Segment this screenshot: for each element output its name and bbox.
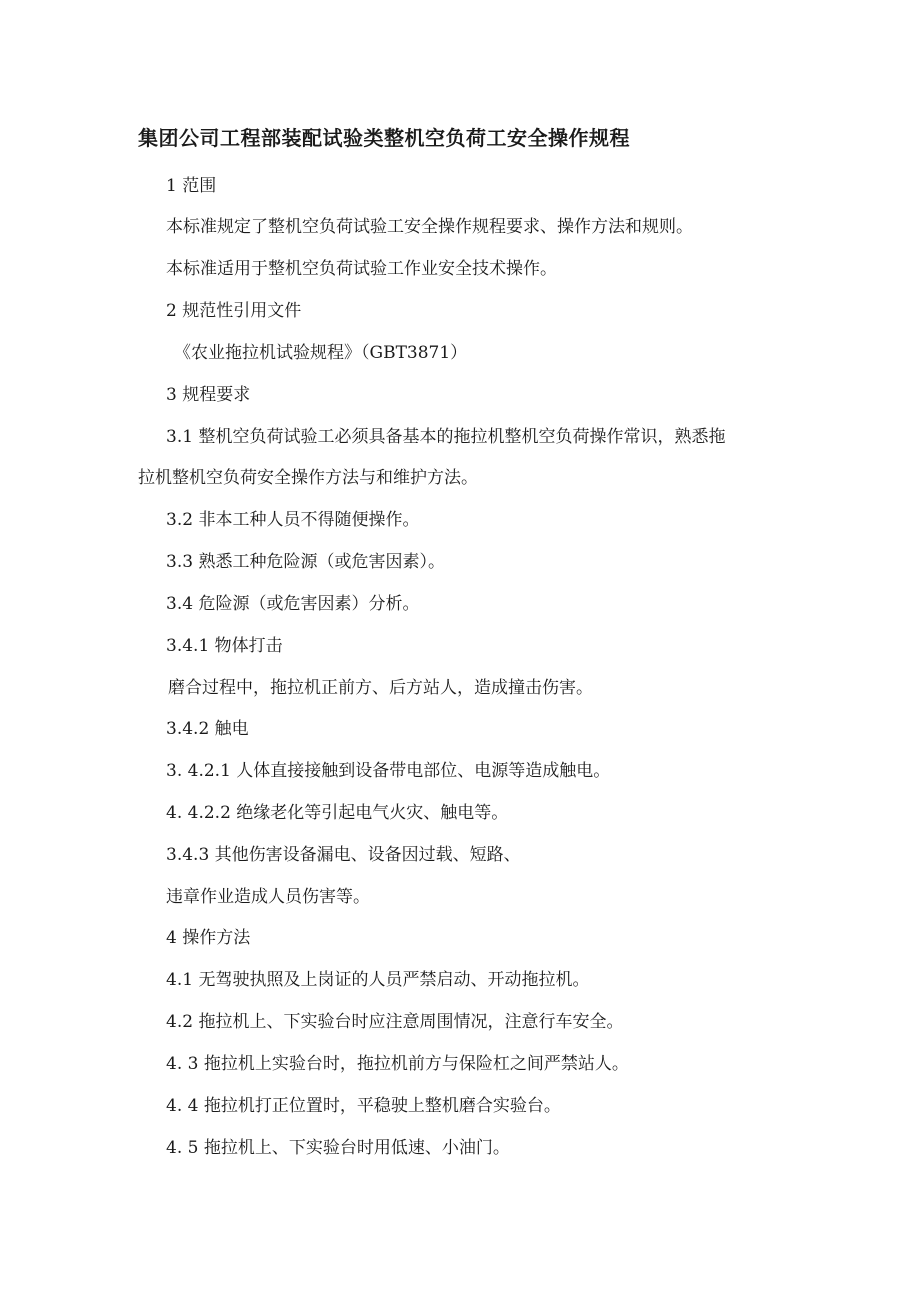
paragraph: 4. 3 拖拉机上实验台时，拖拉机前方与保险杠之间严禁站人。 [166,1054,629,1074]
paragraph-continuation: 拉机整机空负荷安全操作方法与和维护方法。 [138,468,478,488]
paragraph: 本标准规定了整机空负荷试验工安全操作规程要求、操作方法和规则。 [166,217,693,237]
section-heading-scope: 1 范围 [166,176,217,196]
paragraph: 4.2 拖拉机上、下实验台时应注意周围情况，注意行车安全。 [166,1012,624,1032]
paragraph: 3.3 熟悉工种危险源（或危害因素）。 [166,552,445,572]
paragraph: 3.2 非本工种人员不得随便操作。 [166,510,420,530]
paragraph: 4. 4.2.2 绝缘老化等引起电气火灾、触电等。 [166,803,509,823]
paragraph: 4. 5 拖拉机上、下实验台时用低速、小油门。 [166,1138,510,1158]
paragraph: 3.1 整机空负荷试验工必须具备基本的拖拉机整机空负荷操作常识，熟悉拖 [166,427,726,447]
subsection-heading: 3.4.2 触电 [166,719,249,739]
paragraph: 4.1 无驾驶执照及上岗证的人员严禁启动、开动拖拉机。 [166,970,590,990]
section-heading-requirements: 3 规程要求 [166,385,251,405]
reference-item: 《农业拖拉机试验规程》（GBT3871） [174,343,468,363]
paragraph: 本标准适用于整机空负荷试验工作业安全技术操作。 [166,259,557,279]
paragraph: 3.4 危险源（或危害因素）分析。 [166,594,420,614]
paragraph: 磨合过程中，拖拉机正前方、后方站人，造成撞击伤害。 [168,678,593,698]
paragraph: 3. 4.2.1 人体直接接触到设备带电部位、电源等造成触电。 [166,761,611,781]
subsection-heading: 3.4.1 物体打击 [166,636,283,656]
section-heading-operation: 4 操作方法 [166,928,251,948]
paragraph: 4. 4 拖拉机打正位置时，平稳驶上整机磨合实验台。 [166,1096,561,1116]
paragraph-continuation: 违章作业造成人员伤害等。 [166,887,370,907]
paragraph: 3.4.3 其他伤害设备漏电、设备因过载、短路、 [166,845,521,865]
document-title: 集团公司工程部装配试验类整机空负荷工安全操作规程 [138,126,630,150]
section-heading-references: 2 规范性引用文件 [166,301,302,321]
